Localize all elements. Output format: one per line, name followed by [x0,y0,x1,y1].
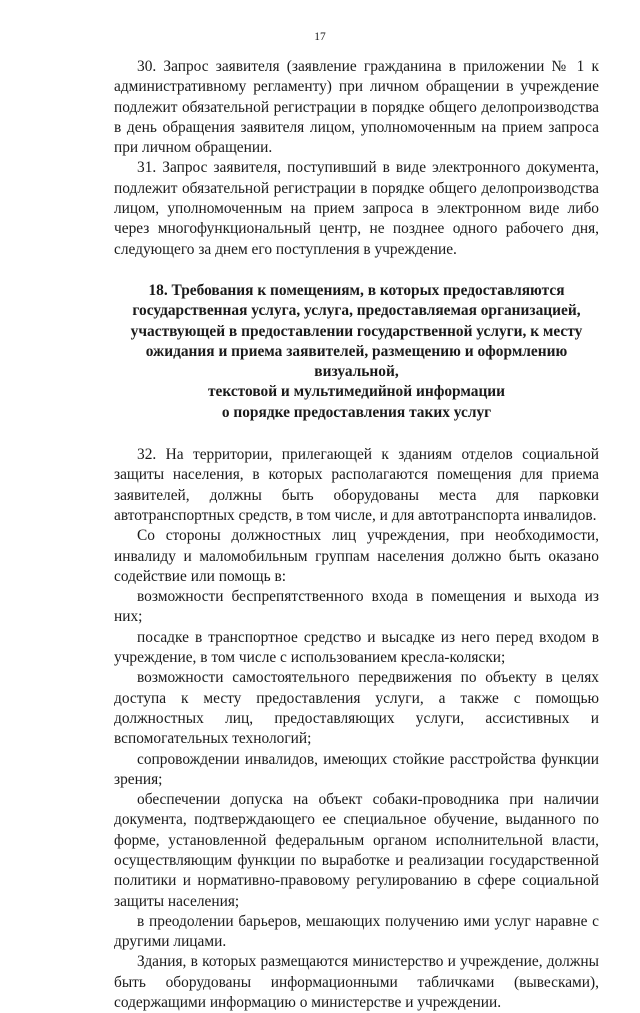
heading-line: участвующей в предоставлении государственной услуги, к месту [130,322,583,340]
list-item-transport: посадке в транспортное средство и высадке из него перед входом в учреждение, в том числе с использованием кресла-коляски; [114,628,599,667]
heading-line: текстовой и мультимедийной информации [207,383,506,401]
paragraph-31: 31. Запрос заявителя, поступивший в виде электронного документа, подлежит обязательной регистрации в порядке общего делопроизводства лицом, уполномоченным на прием запроса в электронном виде либо через многофункциональный центр, не позднее одного рабочего дня, следующего за днем его поступления в учреждение. [114,159,599,258]
heading-line: 18. Требования к помещениям, в которых предоставляются [148,281,565,299]
heading-line: государственная услуга, услуга, предоставляемая организацией, [132,302,581,320]
list-item-movement: возможности самостоятельного передвижения по объекту в целях доступа к месту предоставления услуги, а также с помощью должностных лиц, предоставляющих услуги, ассистивных и вспомогательных технологий; [114,669,599,748]
list-item-barriers: в преодолении барьеров, мешающих получению ими услуг наравне с другими лицами. [114,912,599,951]
section-heading-18 [114,281,599,423]
heading-line: ожидания и приема заявителей, размещению и оформлению визуальной, [145,342,568,381]
paragraph-assistance-intro: Со стороны должностных лиц учреждения, при необходимости, инвалиду и маломобильным группам населения должно быть оказано содействие или помощь в: [114,527,599,585]
paragraph-30: 30. Запрос заявителя (заявление гражданина в приложении № 1 к административному регламенту) при личном обращении в учреждение подлежит обязательной регистрации в порядке общего делопроизводства в день обращения заявителя лицом, уполномоченным на прием запроса при личном обращении. [114,58,599,157]
paragraph-signage: Здания, в которых размещаются министерство и учреждение, должны быть оборудованы информационными табличками (вывесками), содержащими информацию о министерстве и учреждении. [114,953,599,1012]
heading-line: о порядке предоставления таких услуг [221,403,492,421]
list-item-entry-exit: возможности беспрепятственного входа в помещения и выхода из них; [114,588,599,626]
paragraph-32: 32. На территории, прилегающей к зданиям отделов социальной защиты населения, в которых располагаются помещения для приема заявителей, должны быть оборудованы места для парковки автотранспортных средств, в том числе, и для автотранспорта инвалидов. [114,446,599,524]
list-item-guide-dog: обеспечении допуска на объект собаки-проводника при наличии документа, подтверждающего ее специальное обучение, выданного по форме, установленной федеральным органом исполнительной власти, осуществляющим функции по выработке и реализации государственной политики и нормативно-правовому регулированию в сфере социальной защиты населения; [114,791,599,910]
document-body [114,57,599,1013]
page-number: 17 [314,31,326,43]
list-item-vision: сопровождении инвалидов, имеющих стойкие расстройства функции зрения; [114,750,599,788]
